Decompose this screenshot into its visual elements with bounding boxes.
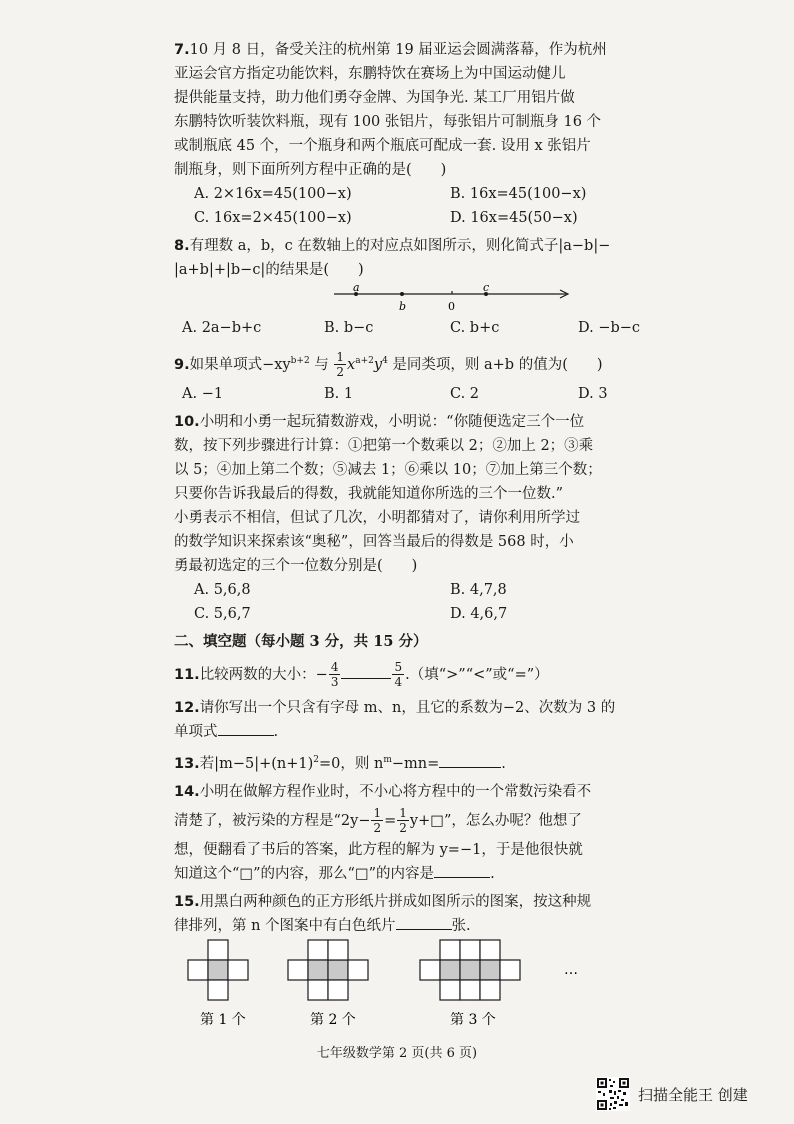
option-d: D. 4,6,7: [450, 605, 508, 622]
fraction: [371, 806, 383, 835]
question-text: 制瓶身，则下面所列方程中正确的是( ): [174, 162, 447, 178]
answer-blank[interactable]: [396, 915, 452, 930]
exponent: b+2: [290, 356, 310, 366]
answer-blank[interactable]: [439, 753, 501, 768]
question-text: −mn=: [391, 755, 440, 772]
figure-label-1: 第 1 个: [200, 1011, 246, 1028]
option-c: C. 16x=2×45(100−x): [194, 210, 352, 226]
variable: x: [347, 356, 356, 373]
question-text: 清楚了，被污染的方程是“2y−: [174, 812, 371, 829]
option-d: D. −b−c: [578, 320, 641, 336]
question-number: 8.: [174, 238, 190, 254]
question-text: |a+b|+|b−c|的结果是( ): [174, 262, 364, 278]
option-b: B. 4,7,8: [450, 581, 507, 598]
question-text: .: [501, 755, 506, 772]
question-13: [174, 748, 634, 776]
question-text: 是同类项，则 a+b 的值为( ): [387, 356, 603, 373]
question-text: 或制瓶底 45 个，一个瓶身和两个瓶底可配成一套. 设用 x 张铝片: [174, 138, 591, 154]
option-b: B. b−c: [324, 320, 374, 336]
question-text: 请你写出一个只含有字母 m、n，且它的系数为−2、次数为 3 的: [199, 699, 616, 716]
option-c: C. b+c: [450, 320, 500, 336]
axis-label-b: b: [399, 300, 407, 313]
fraction-denominator: 4: [394, 675, 403, 690]
question-text: 想，便翻看了书后的答案，此方程的解为 y=−1，于是他很快就: [174, 841, 583, 858]
exponent: 2: [313, 754, 319, 765]
option-row: [174, 602, 634, 626]
page-footer: 七年级数学第 2 页(共 6 页): [316, 1046, 478, 1061]
option-a: A. 5,6,8: [194, 581, 251, 598]
fraction-denominator: 2: [336, 365, 345, 380]
option-a: A. 2a−b+c: [182, 320, 262, 336]
question-12: [174, 696, 634, 744]
question-text: =0，则 n: [319, 755, 384, 772]
fraction-denominator: 2: [373, 821, 382, 836]
exponent: m: [383, 754, 392, 765]
question-number: 15.: [174, 893, 200, 910]
scanner-watermark: [596, 1076, 748, 1112]
question-11: [174, 658, 634, 692]
exponent: 4: [382, 356, 388, 366]
answer-blank[interactable]: [341, 664, 391, 679]
option-row: [174, 316, 641, 340]
fraction: [392, 660, 404, 689]
question-text: .: [273, 723, 279, 740]
fraction-numerator: 1: [373, 806, 382, 821]
fraction-numerator: 1: [336, 350, 345, 365]
question-14: [174, 780, 634, 886]
option-d: D. 3: [578, 385, 608, 402]
option-b: B. 16x=45(100−x): [450, 186, 587, 202]
question-number: 13.: [174, 755, 200, 772]
option-row: [174, 578, 634, 602]
question-text: =: [384, 812, 397, 829]
question-text: 数，按下列步骤进行计算：①把第一个数乘以 2；②加上 2；③乘: [174, 437, 594, 454]
figure-label-3: 第 3 个: [450, 1011, 496, 1028]
question-9: [174, 344, 634, 406]
question-text: 知道这个“□”的内容，那么“□”的内容是: [174, 865, 435, 882]
question-text: 与: [309, 356, 334, 373]
scanner-text: 扫描全能王 创建: [638, 1085, 748, 1104]
question-text: .: [490, 865, 495, 882]
axis-label-c: c: [483, 282, 490, 294]
question-text: 如果单项式−xy: [189, 356, 291, 373]
option-b: B. 1: [324, 385, 354, 402]
number-line-figure: [334, 282, 574, 316]
option-c: C. 2: [450, 385, 480, 402]
figure-label-2: 第 2 个: [310, 1011, 356, 1028]
question-number: 7.: [174, 42, 190, 58]
option-row: [174, 382, 634, 406]
option-row: [174, 206, 634, 230]
question-number: 10.: [174, 413, 200, 430]
question-text: 单项式: [174, 723, 218, 740]
option-a: A. −1: [182, 385, 224, 402]
option-row: [174, 182, 634, 206]
option-a: A. 2×16x=45(100−x): [194, 186, 352, 202]
answer-blank[interactable]: [218, 721, 274, 736]
question-15: [174, 890, 634, 1038]
question-text: .（填“>”“<”或“=”）: [405, 666, 549, 683]
fraction: [334, 350, 346, 379]
fraction-numerator: 4: [330, 660, 339, 675]
question-text: 提供能量支持，助力他们勇夺金牌、为国争光. 某工厂用铝片做: [174, 90, 575, 106]
question-7: [174, 38, 634, 230]
pattern-figures-svg: [174, 938, 634, 1038]
question-text: 亚运会官方指定功能饮料，东鹏特饮在赛场上为中国运动健儿: [174, 66, 566, 82]
answer-blank[interactable]: [434, 863, 490, 878]
question-text: 10 月 8 日，备受关注的杭州第 19 届亚运会圆满落幕，作为杭州: [189, 42, 607, 58]
question-text: 只要你告诉我最后的得数，我就能知道你所选的三个一位数.”: [174, 485, 564, 502]
question-text: 律排列，第 n 个图案中有白色纸片: [174, 917, 396, 934]
pattern-ellipsis: …: [564, 961, 578, 978]
question-text: 小明和小勇一起玩猜数游戏，小明说：“你随便选定三个一位: [199, 413, 585, 430]
fraction: [397, 806, 409, 835]
question-text: 张.: [451, 917, 471, 934]
question-number: 14.: [174, 783, 200, 800]
axis-label-a: a: [353, 282, 360, 294]
section-heading: 二、填空题（每小题 3 分，共 15 分）: [174, 632, 428, 650]
question-number: 11.: [174, 666, 200, 683]
question-text: 若|m−5|+(n+1): [199, 755, 314, 772]
fraction-denominator: 3: [330, 675, 339, 690]
question-text: 以 5；④加上第二个数；⑤减去 1；⑥乘以 10；⑦加上第三个数；: [174, 461, 602, 478]
question-text: 用黑白两种颜色的正方形纸片拼成如图所示的图案，按这种规: [199, 893, 592, 910]
pattern-figures: [174, 938, 634, 1038]
question-text: 勇最初选定的三个一位数分别是( ): [174, 557, 418, 574]
question-text: 小勇表示不相信，但试了几次，小明都猜对了，请你利用所学过: [174, 509, 580, 526]
question-text: 比较两数的大小：−: [199, 666, 328, 683]
question-text: 有理数 a，b，c 在数轴上的对应点如图所示，则化简式子|a−b|−: [189, 238, 611, 254]
fraction: [329, 660, 341, 689]
question-text: 的数学知识来探索该“奥秘”，回答当最后的得数是 568 时，小: [174, 533, 574, 550]
question-8: [174, 234, 641, 340]
question-10: [174, 410, 634, 626]
fraction-numerator: 1: [399, 806, 407, 821]
option-c: C. 5,6,7: [194, 605, 251, 622]
exponent: a+2: [355, 356, 374, 366]
qr-code-icon: [596, 1077, 630, 1111]
question-number: 12.: [174, 699, 200, 716]
number-line: [334, 282, 574, 316]
question-text: 东鹏特饮听装饮料瓶，现有 100 张铝片，每张铝片可制瓶身 16 个: [174, 114, 602, 130]
fraction-denominator: 2: [399, 821, 407, 836]
axis-label-zero: 0: [448, 300, 455, 313]
exam-content: [174, 38, 641, 1042]
variable: y: [373, 356, 383, 373]
question-number: 9.: [174, 356, 190, 373]
question-text: y+□”，怎么办呢？他想了: [409, 812, 582, 829]
fraction-numerator: 5: [394, 660, 403, 675]
option-d: D. 16x=45(50−x): [450, 210, 578, 226]
question-text: 小明在做解方程作业时，不小心将方程中的一个常数污染看不: [199, 783, 592, 800]
